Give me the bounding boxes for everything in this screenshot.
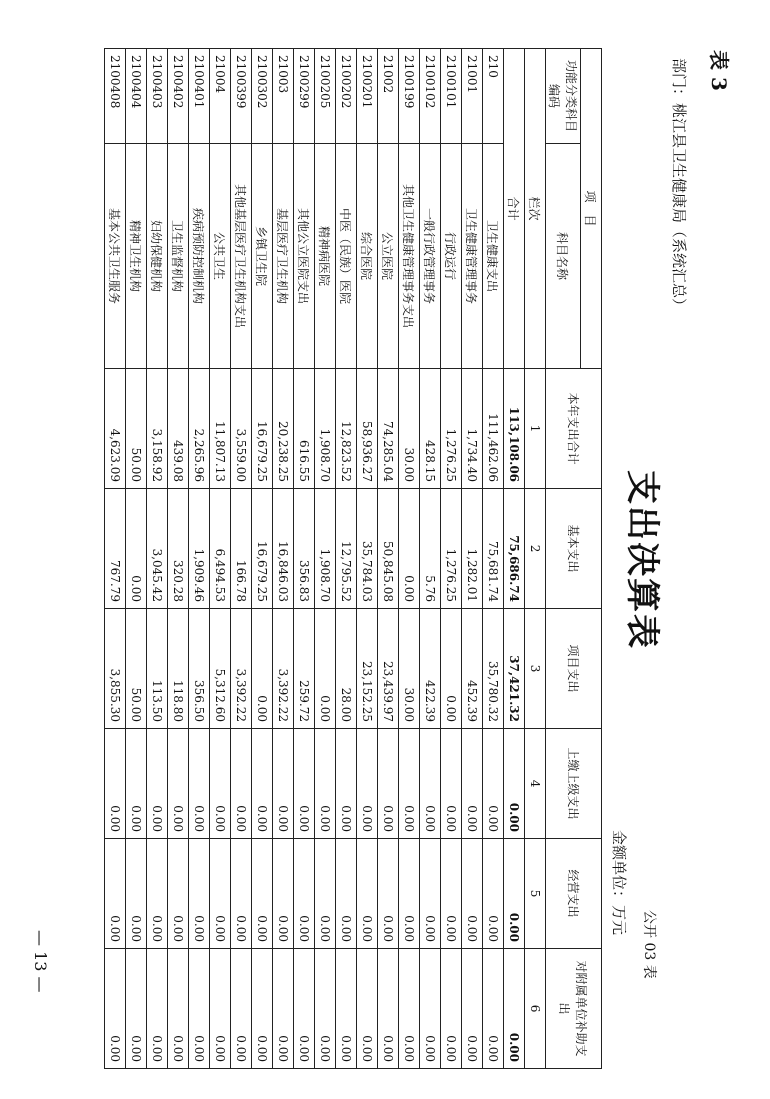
row-value: 0.00: [315, 729, 336, 839]
row-value: 0.00: [315, 609, 336, 729]
row-code: 21004: [210, 49, 231, 144]
row-value: 0.00: [462, 949, 483, 1069]
row-value: 50.00: [126, 369, 147, 489]
total-value: 0.00: [504, 839, 525, 949]
table-row: [315, 49, 336, 1069]
table-row: [105, 49, 126, 1069]
row-value: 1,909.46: [189, 489, 210, 609]
row-value: 5.76: [420, 489, 441, 609]
row-code: 2100399: [231, 49, 252, 144]
row-value: 1,908.70: [315, 369, 336, 489]
row-name: 综合医院: [357, 144, 378, 369]
row-value: 0.00: [378, 839, 399, 949]
col-header-code: 功能分类科目编码: [546, 49, 581, 144]
row-code: 2100205: [315, 49, 336, 144]
col-number: 3: [525, 609, 546, 729]
row-value: 0.00: [210, 729, 231, 839]
row-value: 16,846.03: [273, 489, 294, 609]
row-value: 0.00: [378, 729, 399, 839]
row-code: 21003: [273, 49, 294, 144]
table-row: [147, 49, 168, 1069]
row-value: 28.00: [336, 609, 357, 729]
row-code: 2100201: [357, 49, 378, 144]
row-value: 12,823.52: [336, 369, 357, 489]
row-code: 2100199: [399, 49, 420, 144]
row-value: 1,276.25: [441, 489, 462, 609]
row-value: 0.00: [357, 729, 378, 839]
row-value: 0.00: [462, 839, 483, 949]
table-row: [231, 49, 252, 1069]
row-code: 2100402: [168, 49, 189, 144]
row-value: 23,439.97: [378, 609, 399, 729]
page-number: — 13 —: [31, 930, 50, 993]
row-value: 0.00: [168, 949, 189, 1069]
row-value: 0.00: [420, 949, 441, 1069]
row-value: 0.00: [168, 729, 189, 839]
row-code: 2100101: [441, 49, 462, 144]
row-value: 0.00: [273, 729, 294, 839]
row-value: 422.39: [420, 609, 441, 729]
row-value: 30.00: [399, 609, 420, 729]
row-value: 0.00: [210, 949, 231, 1069]
table-number: 表 3: [707, 50, 731, 91]
row-name: 乡镇卫生院: [252, 144, 273, 369]
row-name: 中医（民族）医院: [336, 144, 357, 369]
row-value: 0.00: [231, 729, 252, 839]
total-value: 37,421.32: [504, 609, 525, 729]
row-name: 一般行政管理事务: [420, 144, 441, 369]
table-row: [273, 49, 294, 1069]
row-value: 111,462.06: [483, 369, 504, 489]
total-row: [504, 49, 525, 1069]
row-value: 0.00: [126, 949, 147, 1069]
row-code: 2100299: [294, 49, 315, 144]
row-value: 767.79: [105, 489, 126, 609]
row-value: 6,494.53: [210, 489, 231, 609]
row-value: 1,276.25: [441, 369, 462, 489]
row-value: 0.00: [126, 839, 147, 949]
lanci-row: [525, 49, 546, 1069]
table-row: [210, 49, 231, 1069]
row-value: 0.00: [315, 839, 336, 949]
row-value: 0.00: [483, 949, 504, 1069]
row-value: 0.00: [126, 729, 147, 839]
row-code: 2100302: [252, 49, 273, 144]
row-value: 30.00: [399, 369, 420, 489]
row-value: 50,845.08: [378, 489, 399, 609]
row-value: 75,681.74: [483, 489, 504, 609]
col-number: 5: [525, 839, 546, 949]
header-row-group: [581, 49, 602, 1069]
row-name: 其他卫生健康管理事务支出: [399, 144, 420, 369]
total-label: 合计: [504, 49, 525, 369]
row-name: 精神卫生机构: [126, 144, 147, 369]
row-value: 0.00: [357, 839, 378, 949]
col-number: 4: [525, 729, 546, 839]
row-value: 0.00: [189, 839, 210, 949]
col-number: 1: [525, 369, 546, 489]
row-name: 卫生监督机构: [168, 144, 189, 369]
row-name: 卫生健康支出: [483, 144, 504, 369]
row-value: 0.00: [420, 729, 441, 839]
row-code: 2100102: [420, 49, 441, 144]
row-value: 3,045.42: [147, 489, 168, 609]
row-value: 3,392.22: [273, 609, 294, 729]
row-value: 0.00: [147, 839, 168, 949]
table-row: [336, 49, 357, 1069]
row-name: 公共卫生: [210, 144, 231, 369]
table-row: [399, 49, 420, 1069]
row-value: 50.00: [126, 609, 147, 729]
row-name: 其他公立医院支出: [294, 144, 315, 369]
table-row: [294, 49, 315, 1069]
group-header: 项 目: [581, 49, 602, 369]
row-value: 166.78: [231, 489, 252, 609]
row-value: 0.00: [294, 839, 315, 949]
row-value: 0.00: [378, 949, 399, 1069]
row-value: 0.00: [252, 729, 273, 839]
row-value: 0.00: [105, 949, 126, 1069]
table-row: [441, 49, 462, 1069]
table-row: [189, 49, 210, 1069]
row-value: 12,795.52: [336, 489, 357, 609]
row-value: 0.00: [168, 839, 189, 949]
table-row: [483, 49, 504, 1069]
row-value: 0.00: [147, 729, 168, 839]
row-value: 0.00: [462, 729, 483, 839]
row-name: 精神病医院: [315, 144, 336, 369]
row-value: 3,158.92: [147, 369, 168, 489]
row-value: 0.00: [252, 609, 273, 729]
row-value: 0.00: [147, 949, 168, 1069]
row-value: 3,559.00: [231, 369, 252, 489]
table-row: [252, 49, 273, 1069]
row-value: 16,679.25: [252, 489, 273, 609]
lanci-label: 栏次: [525, 49, 546, 369]
row-value: 35,780.32: [483, 609, 504, 729]
col-header-upper: 上缴上级支出: [546, 729, 602, 839]
row-value: 0.00: [336, 729, 357, 839]
row-value: 0.00: [231, 949, 252, 1069]
row-value: 118.80: [168, 609, 189, 729]
row-value: 2,265.96: [189, 369, 210, 489]
row-value: 0.00: [189, 949, 210, 1069]
row-value: 0.00: [252, 839, 273, 949]
row-value: 20,238.25: [273, 369, 294, 489]
row-value: 0.00: [441, 839, 462, 949]
row-value: 5,312.60: [210, 609, 231, 729]
row-value: 0.00: [315, 949, 336, 1069]
row-value: 0.00: [441, 949, 462, 1069]
col-header-basic: 基本支出: [546, 489, 602, 609]
row-name: 卫生健康管理事务: [462, 144, 483, 369]
row-value: 0.00: [252, 949, 273, 1069]
col-header-business: 经营支出: [546, 839, 602, 949]
row-value: 1,734.40: [462, 369, 483, 489]
row-value: 0.00: [126, 489, 147, 609]
row-value: 452.39: [462, 609, 483, 729]
row-value: 0.00: [189, 729, 210, 839]
row-value: 0.00: [273, 839, 294, 949]
row-value: 259.72: [294, 609, 315, 729]
row-value: 4,623.09: [105, 369, 126, 489]
total-value: 0.00: [504, 729, 525, 839]
row-value: 0.00: [483, 729, 504, 839]
total-value: 0.00: [504, 949, 525, 1069]
row-code: 2100403: [147, 49, 168, 144]
table-row: [378, 49, 399, 1069]
table-row: [420, 49, 441, 1069]
row-value: 23,152.25: [357, 609, 378, 729]
col-number: 6: [525, 949, 546, 1069]
row-value: 3,392.22: [231, 609, 252, 729]
row-value: 35,784.03: [357, 489, 378, 609]
table-row: [357, 49, 378, 1069]
row-name: 行政运行: [441, 144, 462, 369]
row-code: 21002: [378, 49, 399, 144]
row-value: 0.00: [441, 609, 462, 729]
row-value: 0.00: [273, 949, 294, 1069]
row-value: 16,679.25: [252, 369, 273, 489]
row-value: 74,285.04: [378, 369, 399, 489]
row-value: 428.15: [420, 369, 441, 489]
row-value: 0.00: [483, 839, 504, 949]
row-value: 0.00: [357, 949, 378, 1069]
row-code: 2100401: [189, 49, 210, 144]
row-value: 0.00: [336, 949, 357, 1069]
row-code: 2100404: [126, 49, 147, 144]
row-value: 11,807.13: [210, 369, 231, 489]
row-name: 妇幼保健机构: [147, 144, 168, 369]
row-value: 616.55: [294, 369, 315, 489]
row-value: 0.00: [294, 729, 315, 839]
total-value: 113,108.06: [504, 369, 525, 489]
table-row: [462, 49, 483, 1069]
row-value: 0.00: [294, 949, 315, 1069]
page-title: 支出决算表: [622, 470, 662, 650]
row-value: 320.28: [168, 489, 189, 609]
row-value: 3,855.30: [105, 609, 126, 729]
row-value: 0.00: [231, 839, 252, 949]
row-value: 0.00: [336, 839, 357, 949]
row-name: 公立医院: [378, 144, 399, 369]
col-header-project: 项目支出: [546, 609, 602, 729]
row-name: 基本公共卫生服务: [105, 144, 126, 369]
row-code: 2100202: [336, 49, 357, 144]
form-code: 公开 03 表: [641, 910, 657, 979]
row-value: 356.83: [294, 489, 315, 609]
row-value: 0.00: [105, 839, 126, 949]
row-value: 58,936.27: [357, 369, 378, 489]
total-value: 75,686.74: [504, 489, 525, 609]
row-value: 113.50: [147, 609, 168, 729]
row-value: 0.00: [105, 729, 126, 839]
row-value: 1,282.01: [462, 489, 483, 609]
expenditure-table: [104, 48, 602, 1069]
row-value: 0.00: [399, 489, 420, 609]
row-value: 0.00: [420, 839, 441, 949]
row-name: 基层医疗卫生机构: [273, 144, 294, 369]
col-header-total: 本年支出合计: [546, 369, 602, 489]
table-row: [168, 49, 189, 1069]
row-value: 0.00: [399, 839, 420, 949]
row-code: 210: [483, 49, 504, 144]
row-value: 0.00: [441, 729, 462, 839]
department-label: 部门：桃江县卫生健康局（系统汇总）: [670, 58, 688, 314]
row-code: 2100408: [105, 49, 126, 144]
row-value: 0.00: [399, 729, 420, 839]
col-header-subsidy: 对附属单位补助支出: [546, 949, 602, 1069]
row-value: 0.00: [210, 839, 231, 949]
row-value: 356.50: [189, 609, 210, 729]
row-name: 其他基层医疗卫生机构支出: [231, 144, 252, 369]
col-header-name: 科目名称: [546, 144, 581, 369]
row-name: 疾病预防控制机构: [189, 144, 210, 369]
row-code: 21001: [462, 49, 483, 144]
unit-label: 金额单位：万元: [610, 830, 628, 936]
row-value: 0.00: [399, 949, 420, 1069]
row-value: 439.08: [168, 369, 189, 489]
col-number: 2: [525, 489, 546, 609]
row-value: 1,908.70: [315, 489, 336, 609]
table-row: [126, 49, 147, 1069]
